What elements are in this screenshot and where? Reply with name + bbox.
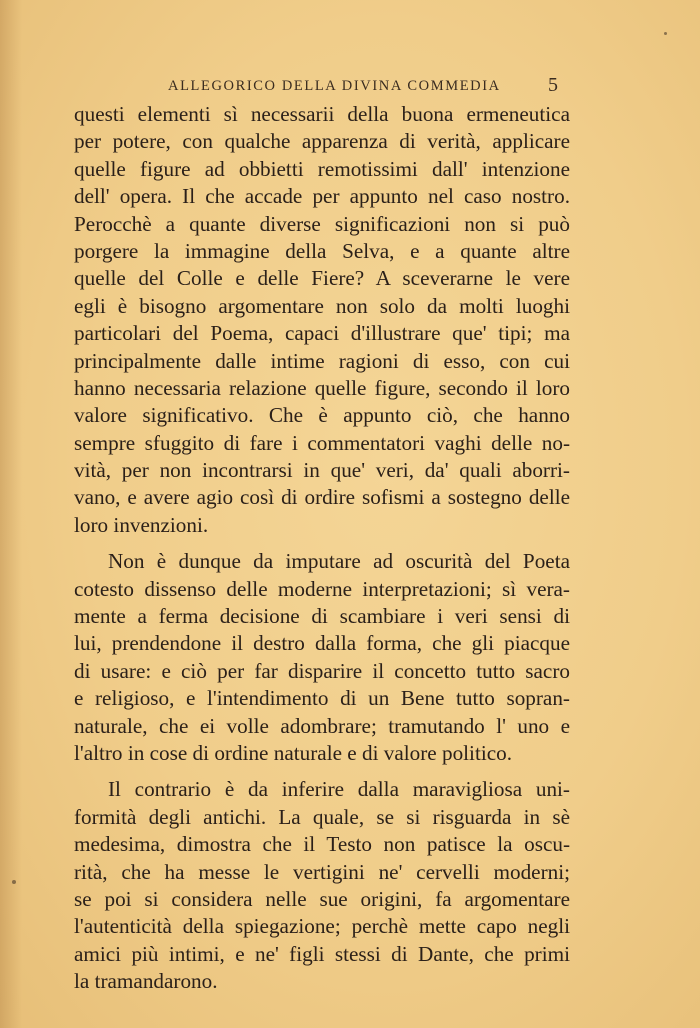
paper-speck bbox=[12, 880, 16, 884]
text-line: valore significativo. Che è appunto ciò, che hanno bbox=[74, 403, 570, 428]
paragraph-1 bbox=[74, 101, 570, 539]
text-line: naturale, che ei volle adombrare; tramutando l' uno e bbox=[74, 713, 570, 738]
text-line: questi elementi sì necessarii della buona ermeneutica bbox=[74, 102, 570, 126]
text-line: porgere la immagine della Selva, e a quante altre bbox=[74, 238, 570, 263]
text-line: quelle del Colle e delle Fiere? A sceverarne le vere bbox=[74, 266, 570, 291]
text-line: Il contrario è da inferire dalla maravigliosa uni- bbox=[108, 777, 570, 802]
text-line: sempre sfuggito di fare i commentatori vaghi delle no- bbox=[74, 430, 570, 455]
text-line: principalmente dalle intime ragioni di esso, con cui bbox=[74, 348, 570, 373]
text-line: se poi si considera nelle sue origini, fa argomentare bbox=[74, 886, 570, 911]
text-line: formità degli antichi. La quale, se si risguarda in sè bbox=[74, 804, 570, 829]
page-number: 5 bbox=[548, 74, 558, 96]
text-line: Perocchè a quante diverse significazioni non si può bbox=[74, 211, 570, 236]
text-line: vano, e avere agio così di ordire sofismi a sostegno delle bbox=[74, 485, 570, 510]
text-line: di usare: e ciò per far disparire il concetto tutto sacro bbox=[74, 658, 570, 683]
text-line: per potere, con qualche apparenza di verità, applicare bbox=[74, 129, 570, 154]
running-head: ALLEGORICO DELLA DIVINA COMMEDIA bbox=[168, 78, 501, 94]
text-line: vità, per non incontrarsi in que' veri, da' quali aborri- bbox=[74, 458, 570, 483]
text-line: la tramandarono. bbox=[74, 969, 218, 994]
text-line: lui, prendendone il destro dalla forma, che gli piacque bbox=[74, 631, 570, 656]
text-line: quelle figure ad obbietti remotissimi dall' intenzione bbox=[74, 156, 570, 181]
text-line: medesima, dimostra che il Testo non patisce la oscu- bbox=[74, 832, 570, 857]
text-line: egli è bisogno argomentare non solo da molti luoghi bbox=[74, 293, 570, 318]
page-edge-shadow bbox=[0, 0, 22, 1028]
paragraph-2 bbox=[74, 548, 570, 767]
paper-speck bbox=[664, 32, 667, 35]
body-text bbox=[74, 101, 570, 996]
text-line: cotesto dissenso delle moderne interpretazioni; sì vera- bbox=[74, 576, 570, 601]
text-line: dell' opera. Il che accade per appunto nel caso nostro. bbox=[74, 184, 570, 209]
paragraph-3 bbox=[74, 776, 570, 995]
text-line: hanno necessaria relazione quelle figure, secondo il loro bbox=[74, 375, 570, 400]
text-line: mente a ferma decisione di scambiare i veri sensi di bbox=[74, 604, 570, 629]
text-line: l'autenticità della spiegazione; perchè mette capo negli bbox=[74, 914, 570, 939]
text-line: rità, che ha messe le vertigini ne' cervelli moderni; bbox=[74, 859, 570, 884]
text-line: particolari del Poema, capaci d'illustrare que' tipi; ma bbox=[74, 321, 570, 346]
text-line: l'altro in cose di ordine naturale e di valore politico. bbox=[74, 740, 513, 765]
text-line: loro invenzioni. bbox=[74, 512, 209, 537]
text-line: Non è dunque da imputare ad oscurità del Poeta bbox=[108, 549, 570, 574]
text-line: e religioso, e l'intendimento di un Bene tutto sopran- bbox=[74, 686, 570, 711]
text-line: amici più intimi, e ne' figli stessi di Dante, che primi bbox=[74, 941, 570, 966]
